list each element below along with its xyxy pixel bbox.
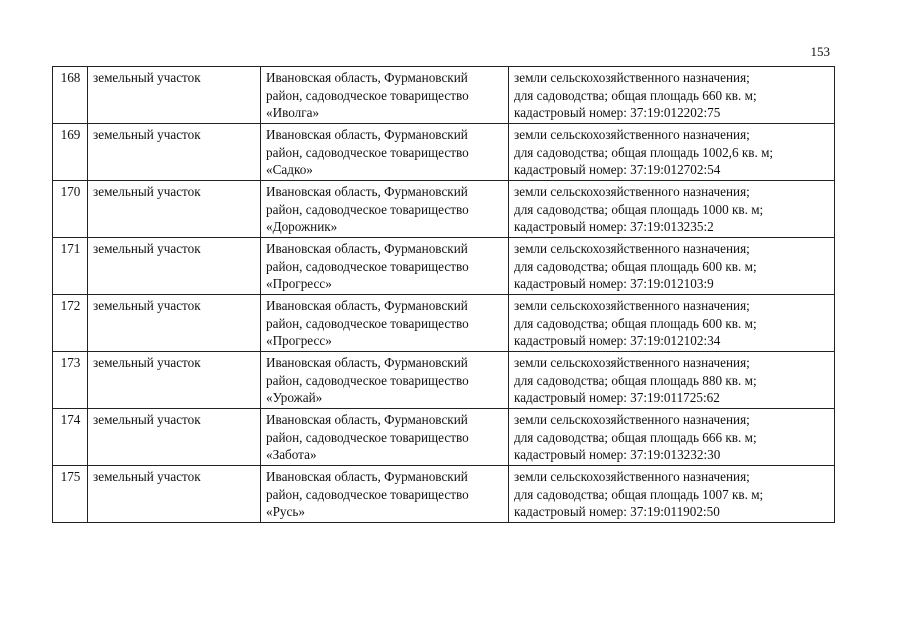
- land-plot-table: [52, 66, 835, 523]
- address-line: «Прогресс»: [266, 333, 332, 348]
- object-type: земельный участок: [88, 295, 261, 352]
- object-type: земельный участок: [88, 181, 261, 238]
- table-row: [53, 352, 835, 409]
- description-line: кадастровый номер: 37:19:013232:30: [514, 447, 721, 462]
- description-line: земли сельскохозяйственного назначения;: [514, 355, 750, 370]
- description-cell: [509, 466, 835, 523]
- description-line: кадастровый номер: 37:19:011725:62: [514, 390, 720, 405]
- address-line: Ивановская область, Фурмановский: [266, 184, 468, 199]
- table-row: [53, 181, 835, 238]
- description-cell: [509, 124, 835, 181]
- description-cell: [509, 67, 835, 124]
- table-row: [53, 67, 835, 124]
- row-number: 172: [53, 295, 88, 352]
- address-line: «Забота»: [266, 447, 317, 462]
- description-line: земли сельскохозяйственного назначения;: [514, 241, 750, 256]
- page-number: 153: [810, 44, 830, 59]
- description-cell: [509, 295, 835, 352]
- description-cell: [509, 352, 835, 409]
- row-number: 169: [53, 124, 88, 181]
- description-line: земли сельскохозяйственного назначения;: [514, 70, 750, 85]
- table-row: [53, 238, 835, 295]
- description-line: земли сельскохозяйственного назначения;: [514, 127, 750, 142]
- address-line: «Садко»: [266, 162, 313, 177]
- table-row: [53, 295, 835, 352]
- object-type: земельный участок: [88, 67, 261, 124]
- description-line: земли сельскохозяйственного назначения;: [514, 469, 750, 484]
- description-line: для садоводства; общая площадь 1007 кв. м;: [514, 486, 764, 502]
- description-line: кадастровый номер: 37:19:013235:2: [514, 219, 714, 234]
- description-line: кадастровый номер: 37:19:011902:50: [514, 504, 720, 519]
- row-number: 170: [53, 181, 88, 238]
- address-cell: [261, 181, 509, 238]
- object-type: земельный участок: [88, 466, 261, 523]
- object-type: земельный участок: [88, 238, 261, 295]
- description-line: для садоводства; общая площадь 1002,6 кв. м;: [514, 144, 774, 160]
- description-line: для садоводства; общая площадь 600 кв. м;: [514, 258, 757, 274]
- row-number: 175: [53, 466, 88, 523]
- row-number: 174: [53, 409, 88, 466]
- address-cell: [261, 67, 509, 124]
- address-line: район, садоводческое товарищество: [266, 429, 469, 445]
- description-line: кадастровый номер: 37:19:012102:34: [514, 333, 721, 348]
- address-cell: [261, 466, 509, 523]
- address-line: Ивановская область, Фурмановский: [266, 127, 468, 142]
- address-line: Ивановская область, Фурмановский: [266, 70, 468, 85]
- address-line: Ивановская область, Фурмановский: [266, 469, 468, 484]
- address-line: Ивановская область, Фурмановский: [266, 412, 468, 427]
- row-number: 171: [53, 238, 88, 295]
- address-line: район, садоводческое товарищество: [266, 315, 469, 331]
- description-line: для садоводства; общая площадь 660 кв. м;: [514, 87, 757, 103]
- address-cell: [261, 124, 509, 181]
- object-type: земельный участок: [88, 409, 261, 466]
- address-line: район, садоводческое товарищество: [266, 87, 469, 103]
- address-line: «Дорожник»: [266, 219, 338, 234]
- description-line: кадастровый номер: 37:19:012202:75: [514, 105, 721, 120]
- table-row: [53, 466, 835, 523]
- row-number: 168: [53, 67, 88, 124]
- object-type: земельный участок: [88, 352, 261, 409]
- description-line: кадастровый номер: 37:19:012103:9: [514, 276, 714, 291]
- description-line: для садоводства; общая площадь 600 кв. м;: [514, 315, 757, 331]
- address-cell: [261, 409, 509, 466]
- table-body: [53, 67, 835, 523]
- description-line: для садоводства; общая площадь 666 кв. м;: [514, 429, 757, 445]
- description-line: кадастровый номер: 37:19:012702:54: [514, 162, 721, 177]
- address-line: район, садоводческое товарищество: [266, 486, 469, 502]
- address-line: район, садоводческое товарищество: [266, 258, 469, 274]
- row-number: 173: [53, 352, 88, 409]
- address-line: «Прогресс»: [266, 276, 332, 291]
- address-cell: [261, 352, 509, 409]
- description-line: для садоводства; общая площадь 880 кв. м;: [514, 372, 757, 388]
- table-row: [53, 124, 835, 181]
- address-line: район, садоводческое товарищество: [266, 144, 469, 160]
- description-line: земли сельскохозяйственного назначения;: [514, 184, 750, 199]
- address-line: «Урожай»: [266, 390, 323, 405]
- description-line: для садоводства; общая площадь 1000 кв. м;: [514, 201, 764, 217]
- address-line: Ивановская область, Фурмановский: [266, 355, 468, 370]
- description-cell: [509, 238, 835, 295]
- address-line: район, садоводческое товарищество: [266, 372, 469, 388]
- description-line: земли сельскохозяйственного назначения;: [514, 298, 750, 313]
- address-line: «Русь»: [266, 504, 305, 519]
- address-line: «Иволга»: [266, 105, 320, 120]
- address-line: район, садоводческое товарищество: [266, 201, 469, 217]
- address-line: Ивановская область, Фурмановский: [266, 241, 468, 256]
- description-line: земли сельскохозяйственного назначения;: [514, 412, 750, 427]
- address-cell: [261, 295, 509, 352]
- description-cell: [509, 409, 835, 466]
- description-cell: [509, 181, 835, 238]
- object-type: земельный участок: [88, 124, 261, 181]
- address-cell: [261, 238, 509, 295]
- table-row: [53, 409, 835, 466]
- address-line: Ивановская область, Фурмановский: [266, 298, 468, 313]
